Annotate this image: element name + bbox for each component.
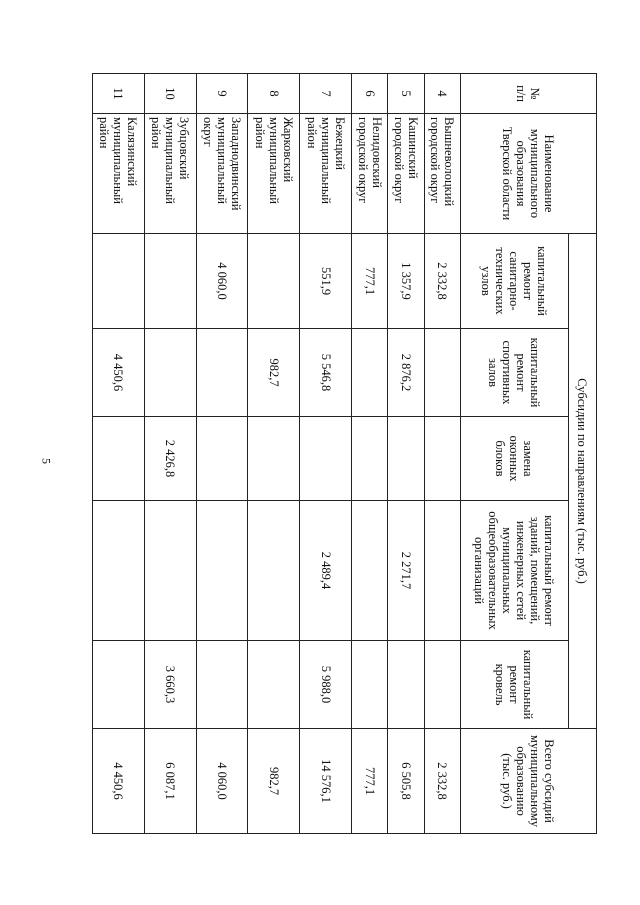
table-row — [144, 74, 196, 834]
row-name: Кашинский городской округ — [388, 114, 424, 234]
cell-sport-halls: 4 450,6 — [93, 329, 145, 417]
cell-sport-halls: 982,7 — [248, 329, 300, 417]
cell-buildings — [351, 501, 387, 641]
cell-roofs — [388, 641, 424, 729]
cell-sport-halls — [424, 329, 460, 417]
cell-buildings — [144, 501, 196, 641]
cell-sanitary — [144, 234, 196, 329]
cell-buildings: 2 489,4 — [300, 501, 352, 641]
rotated-table-wrapper — [92, 73, 597, 833]
cell-sanitary: 551,9 — [300, 234, 352, 329]
row-num: 10 — [144, 74, 196, 114]
row-name: Бежецкий муниципальный район — [300, 114, 352, 234]
cell-windows — [196, 417, 248, 501]
row-name: Жарковский муниципальный район — [248, 114, 300, 234]
table-row — [300, 74, 352, 834]
header-total: Всего субсидий муниципальному образованию (тыс. руб.) — [461, 729, 597, 834]
row-name: Калязинский муниципальный район — [93, 114, 145, 234]
cell-roofs: 5 988,0 — [300, 641, 352, 729]
cell-sanitary: 777,1 — [351, 234, 387, 329]
cell-roofs — [424, 641, 460, 729]
cell-sport-halls: 5 546,8 — [300, 329, 352, 417]
cell-sport-halls — [196, 329, 248, 417]
cell-total: 4 450,6 — [93, 729, 145, 834]
cell-total: 6 505,8 — [388, 729, 424, 834]
cell-total: 14 576,1 — [300, 729, 352, 834]
header-col-roofs: капитальный ремонт кровель — [461, 641, 569, 729]
cell-buildings — [196, 501, 248, 641]
header-num: № п/п — [461, 74, 597, 114]
cell-roofs — [93, 641, 145, 729]
cell-buildings — [93, 501, 145, 641]
header-col-sport-halls: капитальный ремонт спортивных залов — [461, 329, 569, 417]
subsidies-table — [92, 73, 597, 834]
cell-total: 777,1 — [351, 729, 387, 834]
cell-sanitary — [248, 234, 300, 329]
cell-total: 2 332,8 — [424, 729, 460, 834]
cell-total: 6 087,1 — [144, 729, 196, 834]
cell-windows — [248, 417, 300, 501]
row-num: 9 — [196, 74, 248, 114]
row-num: 4 — [424, 74, 460, 114]
cell-windows — [351, 417, 387, 501]
row-num: 11 — [93, 74, 145, 114]
row-name: Нелидовский городской округ — [351, 114, 387, 234]
header-subsidies-group: Субсидии по направлениям (тыс. руб.) — [569, 234, 597, 729]
table-row — [196, 74, 248, 834]
cell-windows — [300, 417, 352, 501]
table-row — [424, 74, 460, 834]
cell-sport-halls — [351, 329, 387, 417]
cell-sport-halls: 2 876,2 — [388, 329, 424, 417]
row-num: 8 — [248, 74, 300, 114]
cell-buildings — [424, 501, 460, 641]
cell-windows — [424, 417, 460, 501]
row-num: 5 — [388, 74, 424, 114]
cell-sanitary: 2 332,8 — [424, 234, 460, 329]
cell-roofs — [351, 641, 387, 729]
cell-roofs — [196, 641, 248, 729]
table-row — [351, 74, 387, 834]
cell-roofs — [248, 641, 300, 729]
cell-buildings — [248, 501, 300, 641]
cell-total: 982,7 — [248, 729, 300, 834]
header-col-windows: замена оконных блоков — [461, 417, 569, 501]
row-name: Западнодвинский муниципальный округ — [196, 114, 248, 234]
row-name: Зубцовский муниципальный район — [144, 114, 196, 234]
cell-buildings: 2 271,7 — [388, 501, 424, 641]
header-col-buildings: капитальный ремонт зданий, помещений, инженерных сетей муниципальных общеобразовательных организаций — [461, 501, 569, 641]
table-row — [388, 74, 424, 834]
header-col-sanitary: капитальный ремонт санитарно-технических узлов — [461, 234, 569, 329]
header-name: Наименование муниципального образования Тверской области — [461, 114, 597, 234]
cell-windows — [388, 417, 424, 501]
cell-sport-halls — [144, 329, 196, 417]
cell-total: 4 060,0 — [196, 729, 248, 834]
row-num: 7 — [300, 74, 352, 114]
table-row — [93, 74, 145, 834]
cell-roofs: 3 660,3 — [144, 641, 196, 729]
row-name: Вышневолоцкий городской округ — [424, 114, 460, 234]
page-number: 5 — [39, 458, 54, 464]
cell-windows: 2 426,8 — [144, 417, 196, 501]
cell-sanitary — [93, 234, 145, 329]
cell-windows — [93, 417, 145, 501]
table-row — [248, 74, 300, 834]
cell-sanitary: 1 357,9 — [388, 234, 424, 329]
row-num: 6 — [351, 74, 387, 114]
cell-sanitary: 4 060,0 — [196, 234, 248, 329]
